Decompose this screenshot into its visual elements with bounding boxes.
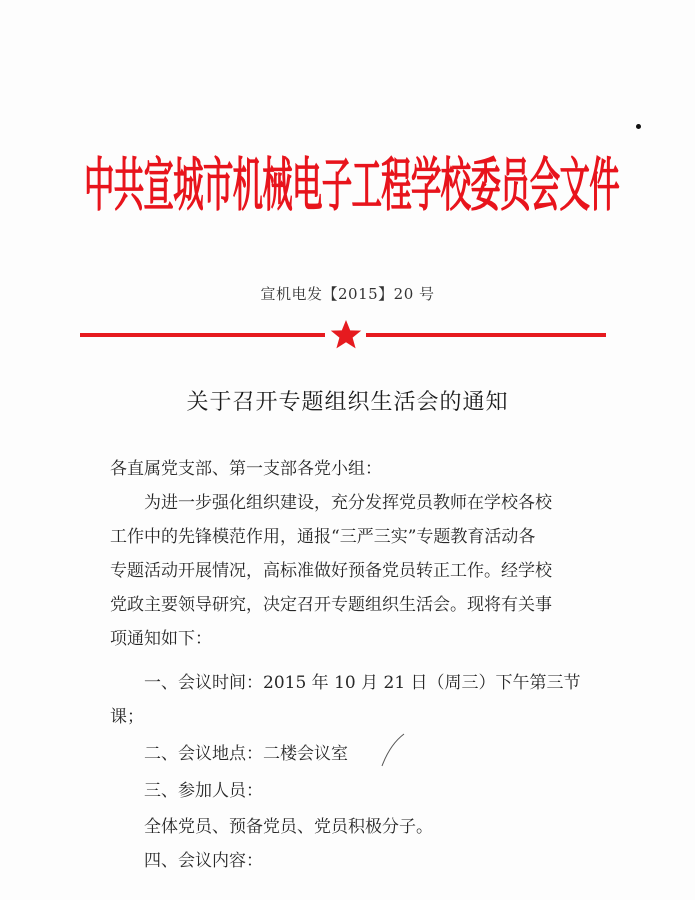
- notice-title: 关于召开专题组织生活会的通知: [186, 390, 509, 415]
- scan-speck: [636, 124, 641, 129]
- meeting-time-line-continued: 课；: [110, 707, 144, 727]
- meeting-location: 二、会议地点：二楼会议室: [144, 744, 348, 764]
- salutation: 各直属党支部、第一支部各党小组：: [110, 459, 382, 479]
- paragraph-line: 为进一步强化组织建设，充分发挥党员教师在学校各校: [144, 493, 552, 513]
- header-title-text: 中共宣城市机械电子工程学校委员会文件: [84, 152, 619, 220]
- attendees-heading: 三、参加人员：: [144, 781, 263, 801]
- red-divider-right: [366, 333, 606, 337]
- paragraph-line: 工作中的先锋模范作用，通报“三严三实”专题教育活动各: [110, 527, 536, 547]
- meeting-time-line: 一、会议时间：2015 年 10 月 21 日（周三）下午第三节: [144, 673, 581, 693]
- paragraph-line: 项通知如下：: [110, 629, 212, 649]
- paragraph-line: 专题活动开展情况，高标准做好预备党员转正工作。经学校: [110, 561, 552, 581]
- attendees-list: 全体党员、预备党员、党员积极分子。: [144, 817, 433, 837]
- red-divider-left: [80, 333, 325, 337]
- document-header-title: [84, 143, 624, 229]
- paragraph-line: 党政主要领导研究，决定召开专题组织生活会。现将有关事: [110, 595, 552, 615]
- document-number: 宣机电发【2015】20 号: [260, 285, 435, 303]
- pen-stroke-mark: [378, 732, 408, 768]
- red-star-icon: [330, 318, 362, 350]
- content-heading: 四、会议内容：: [144, 851, 263, 871]
